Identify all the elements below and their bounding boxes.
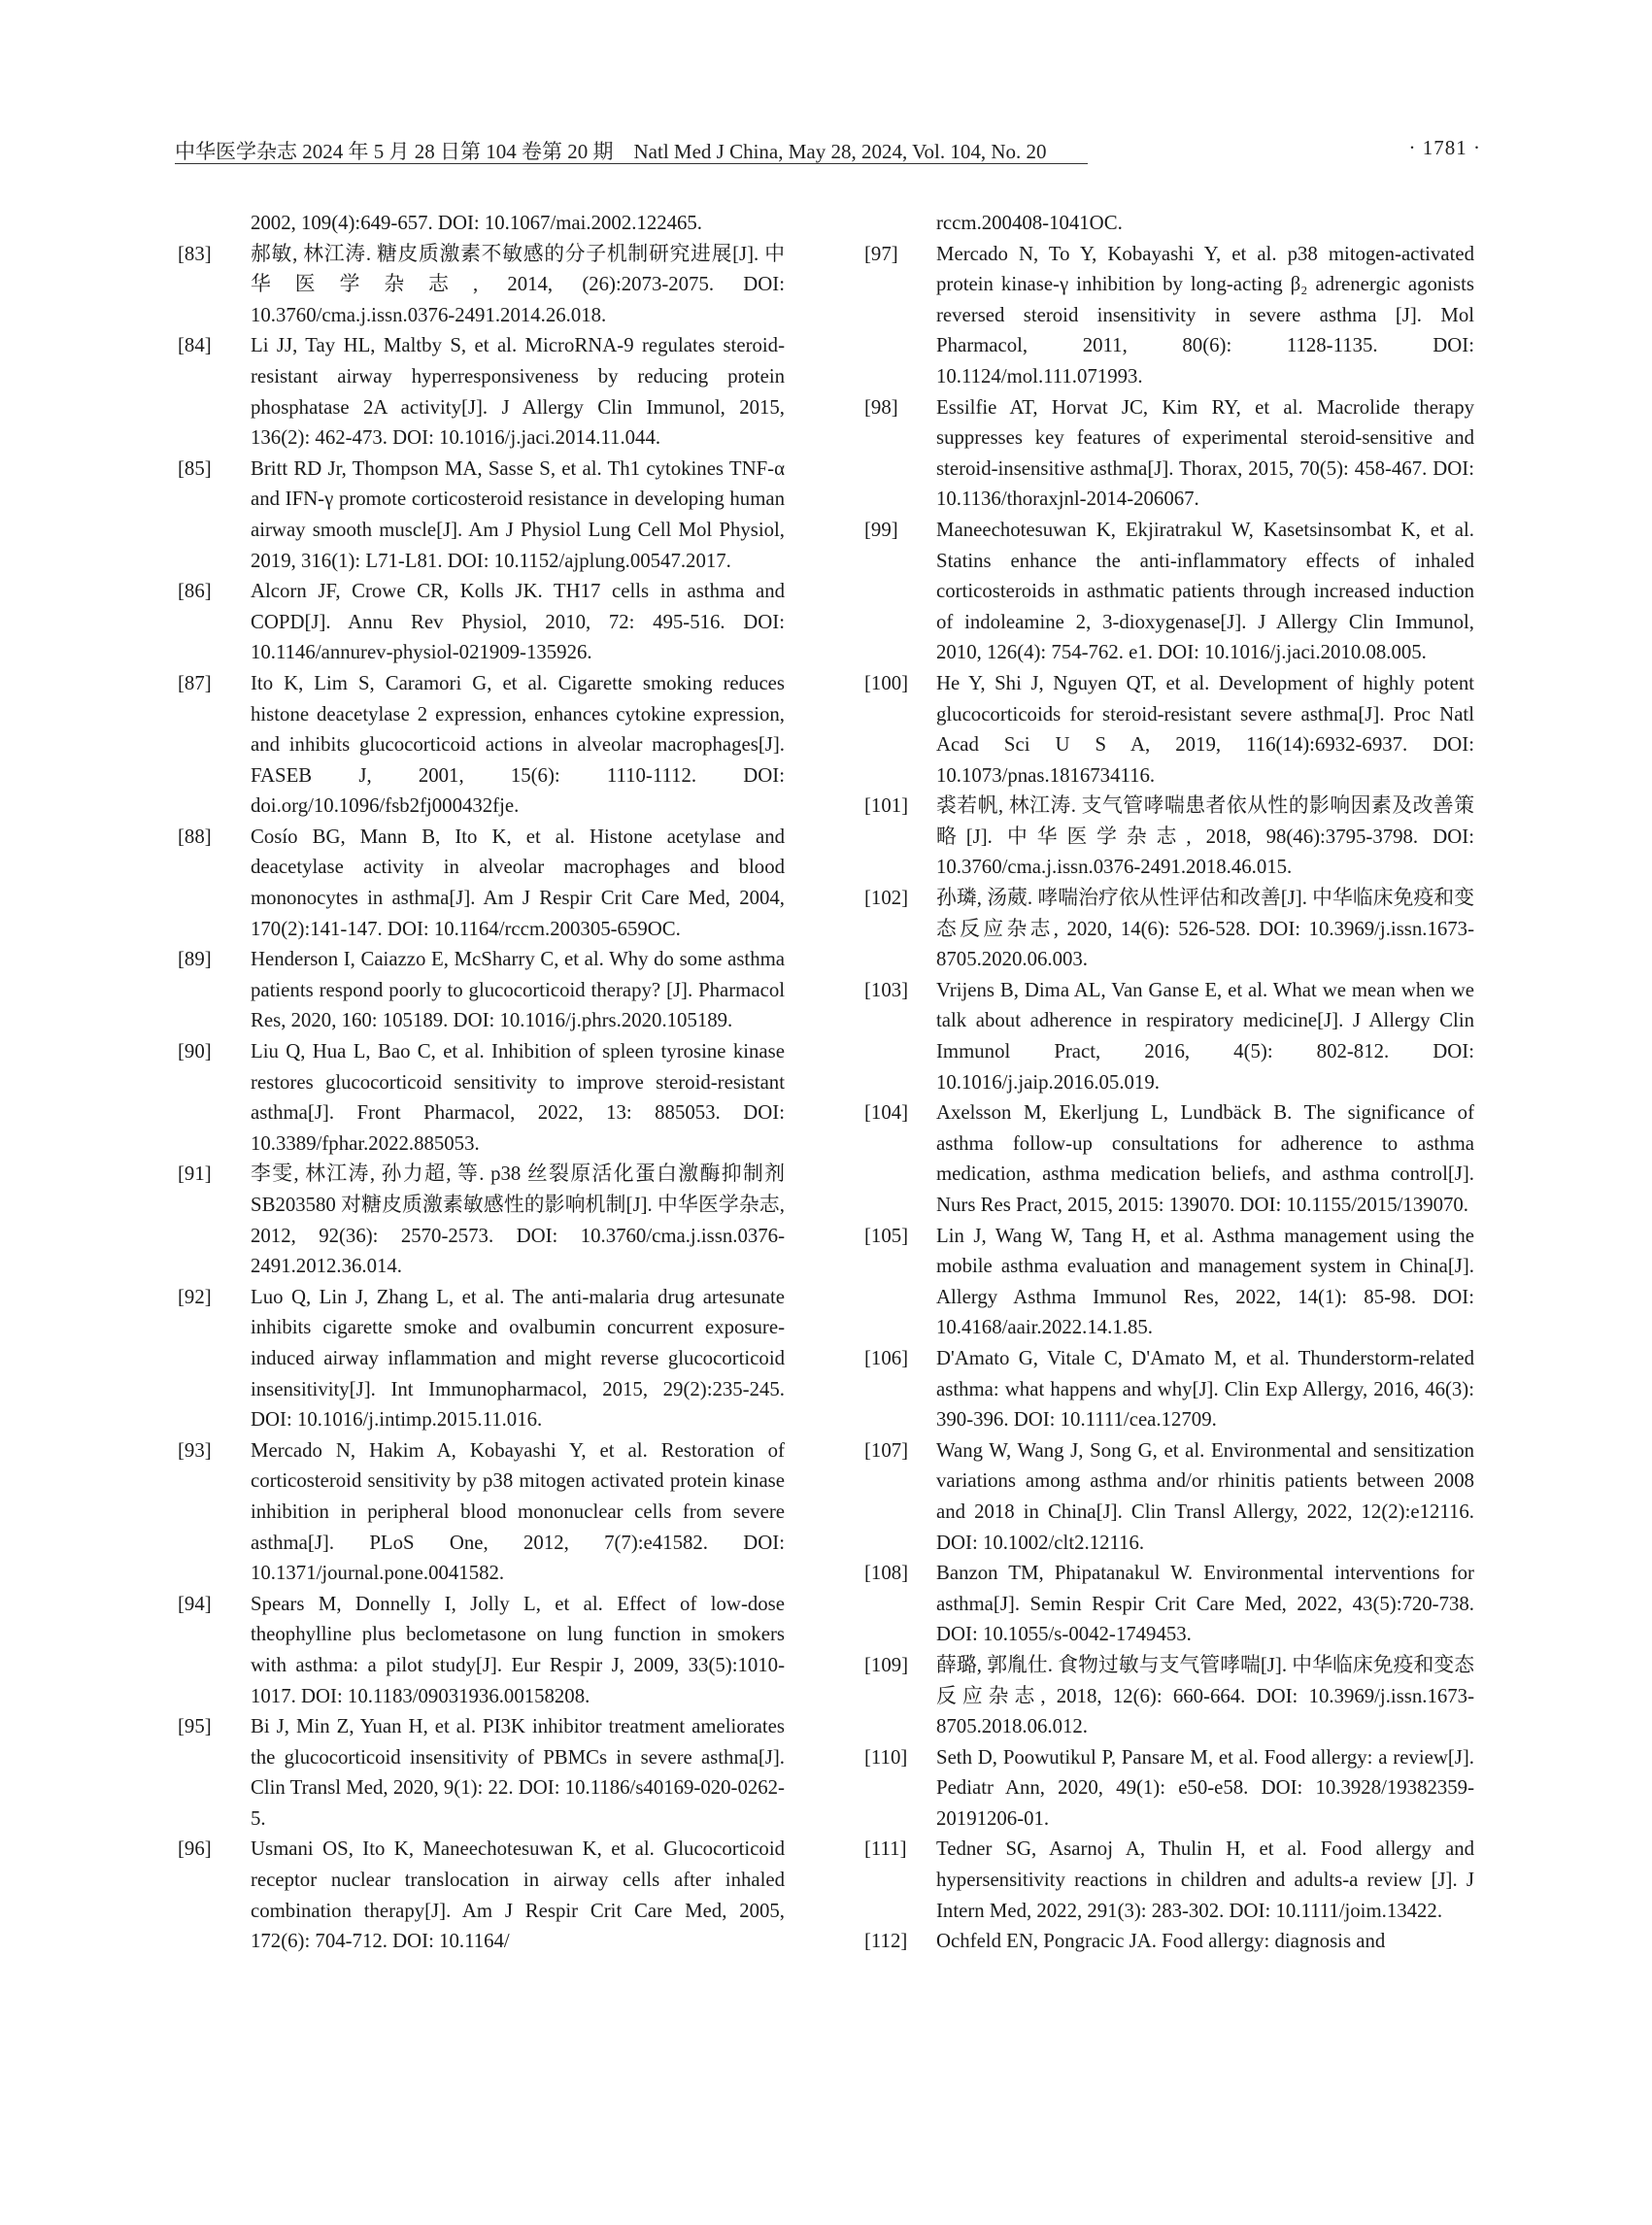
reference-text: Alcorn JF, Crowe CR, Kolls JK. TH17 cells in asthma and COPD[J]. Annu Rev Physiol, 2010, 72: 495-516. DOI: 10.1146/annurev-physiol-021909-135926. <box>251 580 785 664</box>
reference-entry <box>864 515 1474 668</box>
reference-number: [87] <box>178 671 212 694</box>
reference-text: 孙璘, 汤葳. 哮喘治疗依从性评估和改善[J]. 中华临床免疫和变态反应杂志, 2020, 14(6): 526-528. DOI: 10.3969/j.issn.1673-8705.2020.06.003. <box>936 887 1474 971</box>
reference-number: [91] <box>178 1163 212 1186</box>
reference-number: [106] <box>864 1346 909 1369</box>
running-header <box>175 136 1481 165</box>
reference-number: [110] <box>864 1745 908 1769</box>
reference-number: [112] <box>864 1930 908 1953</box>
reference-text: Li JJ, Tay HL, Maltby S, et al. MicroRNA-9 regulates steroid-resistant airway hyperresponsiveness by reducing protein phosphatase 2A activity[J]. J Allergy Clin Immunol, 2015, 136(2): 462-473. DOI: 10.1016/j.jaci.2014.11.044. <box>251 334 785 450</box>
reference-text: Essilfie AT, Horvat JC, Kim RY, et al. Macrolide therapy suppresses key features of experimental steroid-sensitive and steroid-insensitive asthma[J]. Thorax, 2015, 70(5): 458-467. DOI: 10.1136/thoraxjnl-2014-206067. <box>936 395 1474 511</box>
reference-text: He Y, Shi J, Nguyen QT, et al. Development of highly potent glucocorticoids for steroid-resistant severe asthma[J]. Proc Natl Acad Sci U S A, 2019, 116(14):6932-6937. DOI: 10.1073/pnas.1816734116. <box>936 671 1474 787</box>
reference-text: Luo Q, Lin J, Zhang L, et al. The anti-malaria drug artesunate inhibits cigarette smoke and ovalbumin concurrent exposure-induced airway inflammation and might reverse glucocorticoid insensitivity[J]. Int Immunopharmacol, 2015, 29(2):235-245. DOI: 10.1016/j.intimp.2015.11.016. <box>251 1285 785 1432</box>
reference-number: [97] <box>864 242 898 265</box>
reference-entry <box>864 975 1474 1097</box>
reference-text: 李雯, 林江涛, 孙力超, 等. p38 丝裂原活化蛋白激酶抑制剂 SB203580 对糖皮质激素敏感性的影响机制[J]. 中华医学杂志, 2012, 92(36): 2570-2573. DOI: 10.3760/cma.j.issn.0376-2491.2012.36.014. <box>251 1163 785 1278</box>
reference-number: [86] <box>178 580 212 603</box>
reference-entry <box>864 239 1474 392</box>
reference-text: Cosío BG, Mann B, Ito K, et al. Histone acetylase and deacetylase activity in alveolar macrophages and blood mononocytes in asthma[J]. Am J Respir Crit Care Med, 2004, 170(2):141-147. DOI: 10.1164/rccm.200305-659OC. <box>251 825 785 940</box>
reference-number: [109] <box>864 1653 909 1676</box>
reference-entry <box>864 1343 1474 1435</box>
reference-entry <box>864 392 1474 515</box>
reference-entry <box>864 1742 1474 1835</box>
reference-number: [104] <box>864 1101 909 1125</box>
reference-number: [105] <box>864 1224 909 1247</box>
reference-text: Usmani OS, Ito K, Maneechotesuwan K, et al. Glucocorticoid receptor nuclear translocation in airway cells after inhaled combination therapy[J]. Am J Respir Crit Care Med, 2005, 172(6): 704-712. DOI: 10.1164/ <box>251 1837 785 1953</box>
reference-entry <box>178 668 785 822</box>
reference-entry <box>178 1282 785 1435</box>
reference-entry <box>864 1926 1474 1957</box>
reference-text: Mercado N, To Y, Kobayashi Y, et al. p38 mitogen-activated protein kinase-γ inhibition by long-acting β₂ adrenergic agonists reversed steroid insensitivity in severe asthma [J]. Mol Pharmacol, 2011, 80(6): 1128-1135. DOI: 10.1124/mol.111.071993. <box>936 242 1474 388</box>
reference-text: Lin J, Wang W, Tang H, et al. Asthma management using the mobile asthma evaluation and management system in China[J]. Allergy Asthma Immunol Res, 2022, 14(1): 85-98. DOI: 10.4168/aair.2022.14.1.85. <box>936 1224 1474 1339</box>
reference-number: [96] <box>178 1837 212 1861</box>
reference-number: [95] <box>178 1715 212 1738</box>
header-rule <box>175 163 1088 164</box>
reference-entry <box>864 1097 1474 1220</box>
reference-number: [103] <box>864 978 909 1001</box>
reference-number: [99] <box>864 518 898 541</box>
reference-number: [108] <box>864 1562 909 1585</box>
reference-column-left <box>178 208 785 1957</box>
reference-text: 郝敏, 林江涛. 糖皮质激素不敏感的分子机制研究进展[J]. 中华医学杂志, 2014, (26):2073-2075. DOI: 10.3760/cma.j.issn.0376-2491.2014.26.018. <box>251 242 785 326</box>
reference-entry <box>178 1159 785 1281</box>
reference-entry <box>864 1221 1474 1343</box>
reference-entry <box>864 1558 1474 1650</box>
reference-text: 薛璐, 郭胤仕. 食物过敏与支气管哮喘[J]. 中华临床免疫和变态反应杂志, 2018, 12(6): 660-664. DOI: 10.3969/j.issn.1673-8705.2018.06.012. <box>936 1653 1474 1738</box>
reference-entry <box>178 944 785 1036</box>
reference-entry <box>864 1834 1474 1926</box>
reference-continuation: 2002, 109(4):649-657. DOI: 10.1067/mai.2002.122465. <box>251 212 703 234</box>
reference-number: [102] <box>864 887 909 910</box>
reference-entry <box>178 822 785 944</box>
reference-column-right <box>864 208 1474 1957</box>
reference-number: [93] <box>178 1438 212 1462</box>
reference-text: Vrijens B, Dima AL, Van Ganse E, et al. What we mean when we talk about adherence in respiratory medicine[J]. J Allergy Clin Immunol Pract, 2016, 4(5): 802-812. DOI: 10.1016/j.jaip.2016.05.019. <box>936 978 1474 1094</box>
reference-number: [94] <box>178 1592 212 1615</box>
reference-text: Axelsson M, Ekerljung L, Lundbäck B. The significance of asthma follow-up consultations for adherence to asthma medication, asthma medication beliefs, and asthma control[J]. Nurs Res Pract, 2015, 2015: 139070. DOI: 10.1155/2015/139070. <box>936 1101 1474 1216</box>
reference-text: Banzon TM, Phipatanakul W. Environmental interventions for asthma[J]. Semin Respir Crit Care Med, 2022, 43(5):720-738. DOI: 10.1055/s-0042-1749453. <box>936 1562 1474 1646</box>
reference-number: [92] <box>178 1285 212 1308</box>
reference-text: Ochfeld EN, Pongracic JA. Food allergy: diagnosis and <box>936 1930 1386 1953</box>
reference-entry <box>178 454 785 576</box>
reference-text: Spears M, Donnelly I, Jolly L, et al. Effect of low-dose theophylline plus beclometasone on lung function in smokers with asthma: a pilot study[J]. Eur Respir J, 2009, 33(5):1010-1017. DOI: 10.1183/09031936.00158208. <box>251 1592 785 1707</box>
reference-text: Liu Q, Hua L, Bao C, et al. Inhibition of spleen tyrosine kinase restores glucocorticoid sensitivity to improve steroid-resistant asthma[J]. Front Pharmacol, 2022, 13: 885053. DOI: 10.3389/fphar.2022.885053. <box>251 1040 785 1155</box>
reference-text: Seth D, Poowutikul P, Pansare M, et al. Food allergy: a review[J]. Pediatr Ann, 2020, 49(1): e50-e58. DOI: 10.3928/19382359-20191206-01. <box>936 1745 1474 1830</box>
reference-entry <box>178 1435 785 1589</box>
reference-number: [89] <box>178 948 212 971</box>
reference-entry <box>178 576 785 668</box>
reference-entry <box>178 239 785 331</box>
page-number: · 1781 · <box>1408 136 1481 159</box>
reference-entry <box>864 883 1474 975</box>
reference-entry <box>178 1834 785 1956</box>
reference-entry <box>864 668 1474 791</box>
journal-citation-header: 中华医学杂志 2024 年 5 月 28 日第 104 卷第 20 期 Natl Med J China, May 28, 2024, Vol. 104, No. 20 <box>175 140 1047 163</box>
reference-number: [100] <box>864 671 909 694</box>
reference-text: Bi J, Min Z, Yuan H, et al. PI3K inhibitor treatment ameliorates the glucocorticoid insensitivity of PBMCs in severe asthma[J]. Clin Transl Med, 2020, 9(1): 22. DOI: 10.1186/s40169-020-0262-5. <box>251 1715 785 1830</box>
reference-entry <box>864 1650 1474 1742</box>
reference-number: [107] <box>864 1438 909 1462</box>
reference-text: D'Amato G, Vitale C, D'Amato M, et al. Thunderstorm-related asthma: what happens and why[J]. Clin Exp Allergy, 2016, 46(3): 390-396. DOI: 10.1111/cea.12709. <box>936 1346 1474 1432</box>
reference-number: [90] <box>178 1040 212 1063</box>
reference-text: Henderson I, Caiazzo E, McSharry C, et al. Why do some asthma patients respond poorly to glucocorticoid therapy? [J]. Pharmacol Res, 2020, 160: 105189. DOI: 10.1016/j.phrs.2020.105189. <box>251 948 785 1032</box>
reference-text: 裘若帆, 林江涛. 支气管哮喘患者依从性的影响因素及改善策略[J]. 中华医学杂志, 2018, 98(46):3795-3798. DOI: 10.3760/cma.j.issn.0376-2491.2018.46.015. <box>936 794 1474 879</box>
reference-text: Mercado N, Hakim A, Kobayashi Y, et al. Restoration of corticosteroid sensitivity by p38 mitogen activated protein kinase inhibition in peripheral blood mononuclear cells from severe asthma[J]. PLoS One, 2012, 7(7):e41582. DOI: 10.1371/journal.pone.0041582. <box>251 1438 785 1585</box>
reference-text: Tedner SG, Asarnoj A, Thulin H, et al. Food allergy and hypersensitivity reactions in children and adults-a review [J]. J Intern Med, 2022, 291(3): 283-302. DOI: 10.1111/joim.13422. <box>936 1837 1474 1922</box>
reference-text: Maneechotesuwan K, Ekjiratrakul W, Kasetsinsombat K, et al. Statins enhance the anti-inflammatory effects of inhaled corticosteroids in asthmatic patients through increased induction of indoleamine 2, 3-dioxygenase[J]. J Allergy Clin Immunol, 2010, 126(4): 754-762. e1. DOI: 10.1016/j.jaci.2010.08.005. <box>936 518 1474 664</box>
reference-number: [85] <box>178 456 212 480</box>
reference-number: [98] <box>864 395 898 419</box>
reference-text: Wang W, Wang J, Song G, et al. Environmental and sensitization variations among asthma and/or rhinitis patients between 2008 and 2018 in China[J]. Clin Transl Allergy, 2022, 12(2):e12116. DOI: 10.1002/clt2.12116. <box>936 1438 1474 1554</box>
reference-number: [84] <box>178 334 212 357</box>
reference-entry <box>178 1036 785 1159</box>
reference-number: [101] <box>864 794 909 818</box>
reference-entry <box>178 330 785 453</box>
reference-number: [111] <box>864 1837 907 1861</box>
reference-entry <box>864 791 1474 883</box>
reference-entry <box>178 1589 785 1711</box>
reference-text: Ito K, Lim S, Caramori G, et al. Cigarette smoking reduces histone deacetylase 2 expression, enhances cytokine expression, and inhibits glucocorticoid actions in alveolar macrophages[J]. FASEB J, 2001, 15(6): 1110-1112. DOI: doi.org/10.1096/fsb2fj000432fje. <box>251 671 785 818</box>
reference-number: [83] <box>178 242 212 265</box>
reference-entry <box>178 1711 785 1834</box>
reference-number: [88] <box>178 825 212 848</box>
reference-text: Britt RD Jr, Thompson MA, Sasse S, et al. Th1 cytokines TNF-α and IFN-γ promote corticosteroid resistance in developing human airway smooth muscle[J]. Am J Physiol Lung Cell Mol Physiol, 2019, 316(1): L71-L81. DOI: 10.1152/ajplung.00547.2017. <box>251 456 785 572</box>
reference-entry <box>864 1435 1474 1558</box>
reference-continuation: rccm.200408-1041OC. <box>936 212 1123 234</box>
